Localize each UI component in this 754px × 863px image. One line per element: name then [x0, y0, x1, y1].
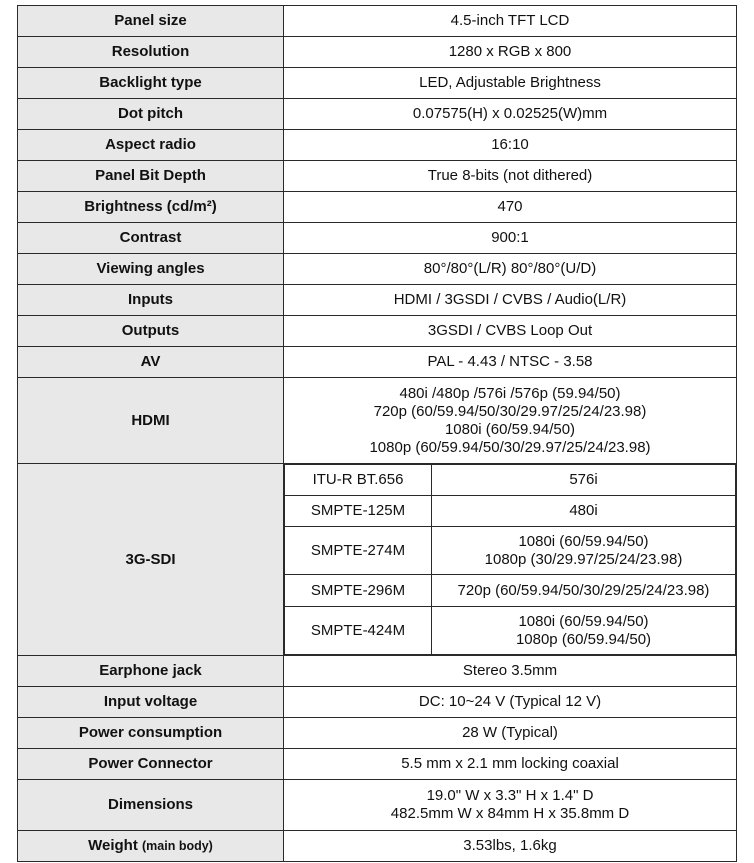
spec-value: [284, 316, 737, 347]
spec-row-3g-sdi: [18, 464, 737, 656]
spec-row-resolution: [18, 37, 737, 68]
spec-label: [18, 780, 284, 831]
sdi-row: [285, 575, 736, 607]
spec-label: [18, 656, 284, 687]
spec-value-line: 3GSDI / CVBS Loop Out: [427, 322, 593, 339]
spec-value-line: Stereo 3.5mm: [462, 662, 558, 679]
spec-value-line: 0.07575(H) x 0.02525(W)mm: [412, 105, 608, 122]
sdi-formats: [432, 607, 736, 655]
sdi-standard: SMPTE-296M: [285, 575, 432, 607]
spec-value: [284, 192, 737, 223]
spec-value-line: 1280 x RGB x 800: [448, 43, 572, 60]
spec-label-text: HDMI: [131, 411, 170, 429]
spec-row-input-voltage: [18, 687, 737, 718]
spec-label-text: Dot pitch: [118, 105, 183, 122]
spec-row-backlight-type: [18, 68, 737, 99]
spec-value-line: 28 W (Typical): [462, 724, 558, 741]
spec-row-power-connector: [18, 749, 737, 780]
sdi-format-line: 1080p (60/59.94/50): [515, 630, 652, 648]
spec-value-line: 1080i (60/59.94/50): [444, 420, 576, 438]
spec-label: [18, 285, 284, 316]
spec-value-line: 4.5-inch TFT LCD: [450, 12, 570, 29]
sdi-standard: ITU-R BT.656: [285, 465, 432, 496]
spec-row-dimensions: [18, 780, 737, 831]
spec-value: [284, 6, 737, 37]
sdi-row: [285, 465, 736, 496]
sdi-subtable-cell: [284, 464, 737, 656]
spec-row-dot-pitch: [18, 99, 737, 130]
spec-row-contrast: [18, 223, 737, 254]
spec-value: [284, 223, 737, 254]
spec-value: [284, 749, 737, 780]
spec-label: [18, 254, 284, 285]
spec-value-line: 900:1: [491, 229, 529, 246]
spec-value: [284, 130, 737, 161]
sdi-row: [285, 496, 736, 527]
spec-label-text: Aspect radio: [105, 136, 196, 153]
spec-label: [18, 687, 284, 718]
spec-label-note: (main body): [142, 839, 213, 853]
spec-value: [284, 37, 737, 68]
spec-label-text: Outputs: [121, 322, 180, 339]
sdi-standard: SMPTE-424M: [285, 607, 432, 655]
sdi-format-line: 720p (60/59.94/50/30/29/25/24/23.98): [457, 581, 710, 599]
spec-label-text: Panel Bit Depth: [95, 167, 206, 184]
spec-label-text: Inputs: [128, 291, 173, 308]
spec-row-av: [18, 347, 737, 378]
sdi-format-line: 1080i (60/59.94/50): [518, 612, 649, 630]
spec-label: [18, 316, 284, 347]
spec-value-line: 16:10: [491, 136, 529, 153]
sdi-row: [285, 607, 736, 655]
spec-table-body: [18, 6, 737, 862]
sdi-format-line: 1080i (60/59.94/50): [518, 532, 649, 550]
sdi-subtable: [284, 464, 736, 655]
spec-label: [18, 831, 284, 862]
spec-label: [18, 99, 284, 130]
spec-value-line: 720p (60/59.94/50/30/29.97/25/24/23.98): [373, 402, 647, 420]
spec-value: [284, 831, 737, 862]
sdi-standard: SMPTE-274M: [285, 527, 432, 575]
spec-label: [18, 6, 284, 37]
spec-label: [18, 68, 284, 99]
spec-label-text: Input voltage: [103, 693, 198, 710]
spec-row-aspect-radio: [18, 130, 737, 161]
sdi-formats: [432, 496, 736, 527]
spec-value-line: 482.5mm W x 84mm H x 35.8mm D: [390, 805, 630, 822]
spec-value: [284, 656, 737, 687]
spec-row-outputs: [18, 316, 737, 347]
spec-value: [284, 68, 737, 99]
spec-row-panel-size: [18, 6, 737, 37]
spec-value-line: 3.53lbs, 1.6kg: [463, 837, 557, 854]
spec-row-viewing-angles: [18, 254, 737, 285]
spec-label: [18, 192, 284, 223]
spec-label-text: Earphone jack: [99, 662, 202, 679]
spec-row-power-consumption: [18, 718, 737, 749]
spec-label: [18, 378, 284, 464]
sdi-format-line: 1080p (30/29.97/25/24/23.98): [484, 550, 683, 568]
spec-value-line: 470: [497, 198, 523, 215]
spec-label: [18, 749, 284, 780]
spec-label: [18, 161, 284, 192]
sdi-row: [285, 527, 736, 575]
sdi-format-line: 480i: [569, 502, 598, 519]
spec-row-hdmi: [18, 378, 737, 464]
spec-label: [18, 347, 284, 378]
sdi-standard: SMPTE-125M: [285, 496, 432, 527]
spec-value-line: 19.0" W x 3.3" H x 1.4" D: [426, 787, 594, 804]
spec-label-text: Dimensions: [107, 796, 194, 813]
spec-value-line: DC: 10~24 V (Typical 12 V): [418, 693, 602, 710]
spec-value: [284, 780, 737, 831]
spec-label-text: Backlight type: [99, 74, 202, 91]
spec-value: [284, 285, 737, 316]
spec-value: [284, 99, 737, 130]
spec-label: [18, 130, 284, 161]
spec-value: [284, 254, 737, 285]
spec-label-text: Contrast: [119, 229, 182, 246]
spec-row-panel-bit-depth: [18, 161, 737, 192]
sdi-formats: [432, 575, 736, 607]
spec-value: [284, 718, 737, 749]
spec-label: [18, 223, 284, 254]
spec-value: [284, 378, 737, 464]
spec-label-text: Brightness (cd/m²): [84, 198, 217, 215]
spec-value-line: 5.5 mm x 2.1 mm locking coaxial: [401, 755, 619, 772]
spec-row-weight: [18, 831, 737, 862]
spec-label-text: Weight: [88, 837, 138, 854]
spec-value: [284, 687, 737, 718]
spec-label: [18, 37, 284, 68]
spec-row-brightness-cd-m: [18, 192, 737, 223]
spec-row-inputs: [18, 285, 737, 316]
sdi-format-line: 576i: [569, 471, 598, 488]
spec-label-text: Resolution: [111, 43, 190, 60]
spec-value-line: 1080p (60/59.94/50/30/29.97/25/24/23.98): [369, 438, 651, 456]
spec-label-text: Power consumption: [78, 724, 223, 741]
sdi-formats: [432, 527, 736, 575]
spec-row-earphone-jack: [18, 656, 737, 687]
spec-label-text: AV: [140, 353, 161, 370]
spec-label: [18, 718, 284, 749]
spec-value-line: 480i /480p /576i /576p (59.94/50): [399, 384, 621, 402]
spec-label-text: Power Connector: [88, 755, 213, 772]
spec-value: [284, 347, 737, 378]
spec-label-text: Viewing angles: [96, 260, 205, 277]
spec-value-line: True 8-bits (not dithered): [427, 167, 593, 184]
spec-label-text: Panel size: [114, 12, 187, 29]
spec-value-line: LED, Adjustable Brightness: [419, 74, 601, 91]
sdi-formats: [432, 465, 736, 496]
spec-table: [17, 5, 737, 862]
spec-value-line: 80°/80°(L/R) 80°/80°(U/D): [423, 260, 597, 277]
spec-value-line: PAL - 4.43 / NTSC - 3.58: [427, 353, 593, 370]
spec-label: 3G-SDI: [18, 464, 284, 656]
spec-value-line: HDMI / 3GSDI / CVBS / Audio(L/R): [393, 291, 627, 308]
spec-value: [284, 161, 737, 192]
